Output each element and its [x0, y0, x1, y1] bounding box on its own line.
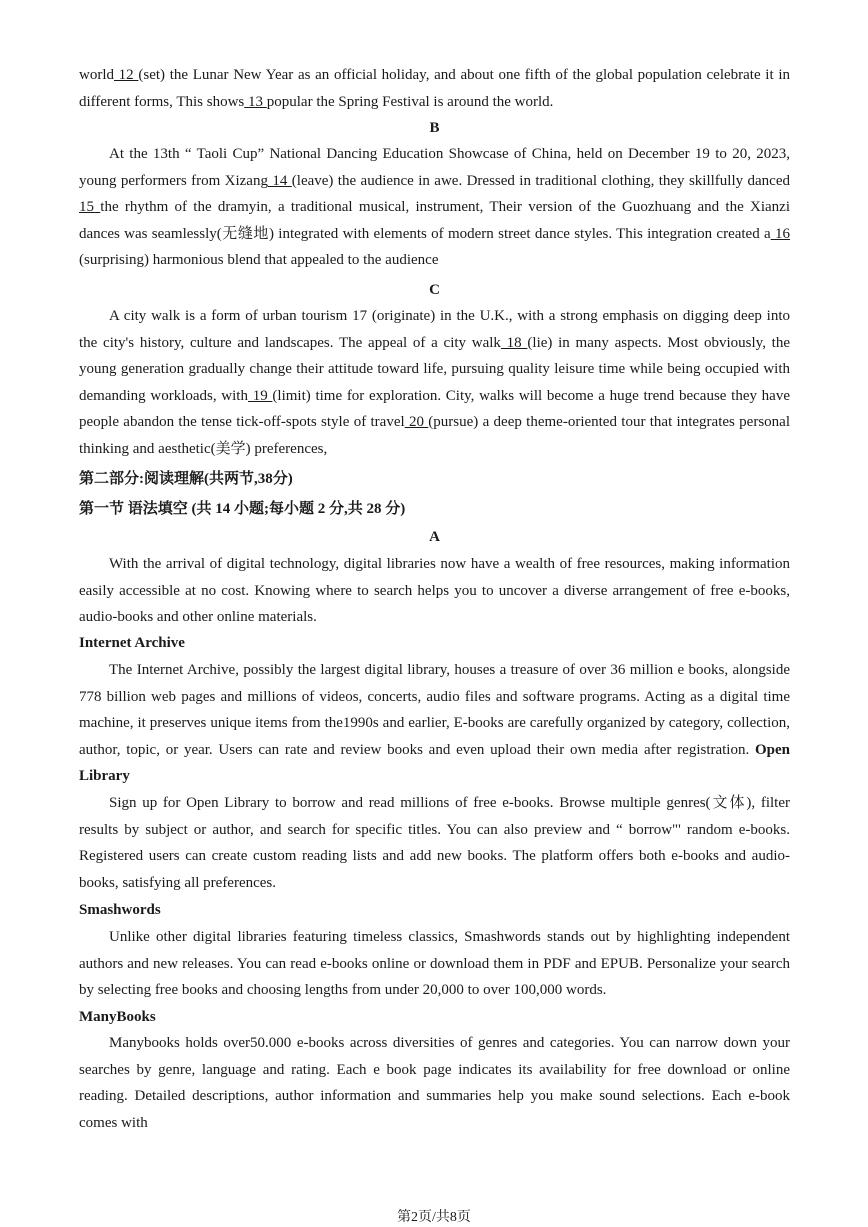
- passage-a-letter: A: [429, 529, 440, 545]
- section-c-paragraph: [79, 303, 790, 462]
- blank-20: 20: [404, 414, 429, 430]
- text: The Internet Archive, possibly the largest digital library, houses a treasure of over 36 million e books, alongside 778 billion web pages and millions of videos, concerts, audio files and software programs. Acting as a digital time machine, it preserves unique items from the1990s and earlier, E-books are carefully organized by category, collection, author, topic, or year. Users can rate and review books and even upload their own media after registration.: [79, 662, 790, 758]
- smashwords-paragraph: Unlike other digital libraries featuring timeless classics, Smashwords stands out by highlighting independent authors and new releases. You can read e-books online or download them in PDF and EPUB. Personalize your search by selecting free books and choosing lengths from under 20,000 to over 100,000 words.: [79, 929, 790, 998]
- text: (limit) time for exploration. City, walks will become a huge trend because they have people abandon the tense tick-off-spots style of travel: [79, 387, 791, 430]
- blank-16: 16: [770, 225, 790, 242]
- top-paragraph: [79, 62, 790, 115]
- manybooks-title: ManyBooks: [79, 1009, 156, 1025]
- passage-a-intro: With the arrival of digital technology, digital libraries now have a wealth of free resources, making information easily accessible at no cost. Knowing where to search helps you to uncover a diverse arrangement of free e-books, audio-books and other online materials.: [79, 556, 790, 625]
- text: A city walk is a form of urban tourism 17 (originate) in the U.K., with a strong emphasis on digging deep into the city's history, culture and landscapes. The appeal of a city walk: [79, 308, 790, 351]
- internet-archive-title: Internet Archive: [79, 635, 185, 651]
- section-c-letter: C: [429, 282, 440, 298]
- blank-19: 19: [247, 387, 273, 404]
- text: world: [79, 67, 114, 83]
- open-library-title: Open Library: [79, 741, 790, 784]
- text: the rhythm of the dramyin, a traditional musical, instrument, Their version of the Guozhuang and the Xianzi dances was seamlessly(无缝地) integrated with elements of modern street dance styles. This integration created a: [79, 199, 791, 242]
- text: (set) the Lunar New Year as an official holiday, and about one fifth of the global population celebrate it in different forms, This shows: [79, 67, 790, 110]
- section-b-paragraph: [79, 141, 790, 274]
- part-two-heading: 第二部分:阅读理解(共两节,38分): [79, 471, 293, 487]
- smashwords-title: Smashwords: [79, 902, 161, 918]
- section-one-heading: 第一节 语法填空 (共 14 小题;每小题 2 分,共 28 分): [79, 501, 406, 517]
- blank-13: 13: [244, 93, 267, 110]
- text: popular the Spring Festival is around the world.: [266, 93, 554, 110]
- blank-14: 14: [267, 172, 292, 189]
- text: (lie) in many aspects. Most obviously, the young generation gradually change their attitude toward life, pursuing quality leisure time while being occupied with demanding workloads, with: [79, 334, 790, 404]
- text: (pursue) a deep theme-oriented tour that integrates personal thinking and aesthetic(美学) preferences,: [79, 414, 790, 457]
- blank-12: 12: [114, 67, 139, 83]
- text: (surprising) harmonious blend that appealed to the audience: [79, 252, 439, 268]
- page-footer: 第2页/共8页: [397, 1210, 471, 1225]
- text: (leave) the audience in awe. Dressed in traditional clothing, they skillfully danced: [291, 172, 790, 189]
- manybooks-paragraph: Manybooks holds over50.000 e-books across diversities of genres and categories. You can narrow down your searches by genre, language and rating. Each e book page indicates its availability for free download or online reading. Detailed descriptions, author information and summaries help you make sound selections. Each e-book comes with: [79, 1035, 790, 1131]
- blank-18: 18: [500, 334, 528, 351]
- open-library-paragraph: Sign up for Open Library to borrow and read millions of free e-books. Browse multiple genres(文体), filter results by subject or author, and search for specific titles. You can also preview and “ borrow"' random e-books. Registered users can create custom reading lists and add new books. The platform offers both e-books and audio-books, satisfying all preferences.: [79, 795, 790, 891]
- text: At the 13th “ Taoli Cup” National Dancing Education Showcase of China, held on December 19 to 20, 2023, young performers from Xizang: [79, 146, 790, 189]
- internet-archive-paragraph: [79, 657, 790, 790]
- blank-15: 15: [79, 199, 101, 215]
- section-b-letter: B: [429, 120, 440, 136]
